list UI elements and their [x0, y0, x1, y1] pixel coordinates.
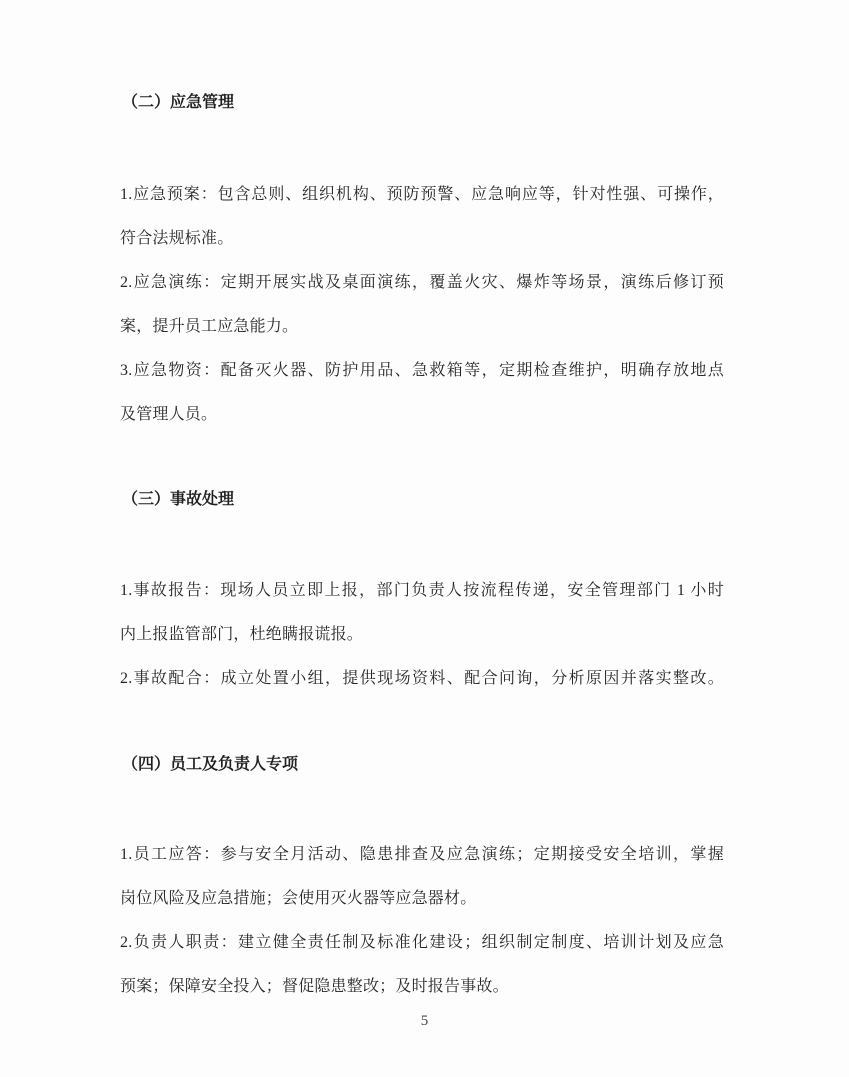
paragraph-line: 案，提升员工应急能力。	[120, 318, 299, 335]
paragraph-line: 岗位风险及应急措施；会使用灭火器等应急器材。	[120, 890, 477, 907]
page-number: 5	[420, 1013, 429, 1029]
section-body	[120, 833, 724, 1009]
paragraph	[120, 657, 724, 701]
section-heading-emergency-management: （二）应急管理	[122, 94, 235, 111]
paragraph-line: 2.事故配合：成立处置小组，提供现场资料、配合问询，分析原因并落实整改。	[120, 670, 724, 687]
paragraph	[120, 173, 724, 261]
paragraph-line: 预案；保障安全投入；督促隐患整改；及时报告事故。	[120, 978, 509, 995]
paragraph	[120, 921, 724, 1009]
paragraph-line: 及管理人员。	[120, 406, 218, 423]
paragraph	[120, 349, 724, 437]
paragraph-line: 1.应急预案：包含总则、组织机构、预防预警、应急响应等，针对性强、可操作，	[120, 186, 724, 203]
paragraph-line: 1.事故报告：现场人员立即上报，部门负责人按流程传递，安全管理部门 1 小时	[120, 582, 724, 599]
section-heading-staff-and-leader-duties: （四）员工及负责人专项	[122, 756, 299, 773]
section-body	[120, 569, 724, 701]
page-content	[120, 0, 724, 1009]
paragraph	[120, 569, 724, 657]
paragraph-line: 内上报监管部门，杜绝瞒报谎报。	[120, 626, 364, 643]
paragraph-line: 3.应急物资：配备灭火器、防护用品、急救箱等，定期检查维护，明确存放地点	[120, 362, 724, 379]
paragraph-line: 2.应急演练：定期开展实战及桌面演练，覆盖火灾、爆炸等场景，演练后修订预	[120, 274, 724, 291]
section-body	[120, 173, 724, 437]
paragraph	[120, 261, 724, 349]
paragraph-line: 符合法规标准。	[120, 230, 234, 247]
paragraph-line: 2.负责人职责：建立健全责任制及标准化建设；组织制定制度、培训计划及应急	[120, 934, 724, 951]
section-heading-accident-handling: （三）事故处理	[122, 491, 235, 508]
paragraph	[120, 833, 724, 921]
paragraph-line: 1.员工应答：参与安全月活动、隐患排查及应急演练；定期接受安全培训，掌握	[120, 846, 724, 863]
